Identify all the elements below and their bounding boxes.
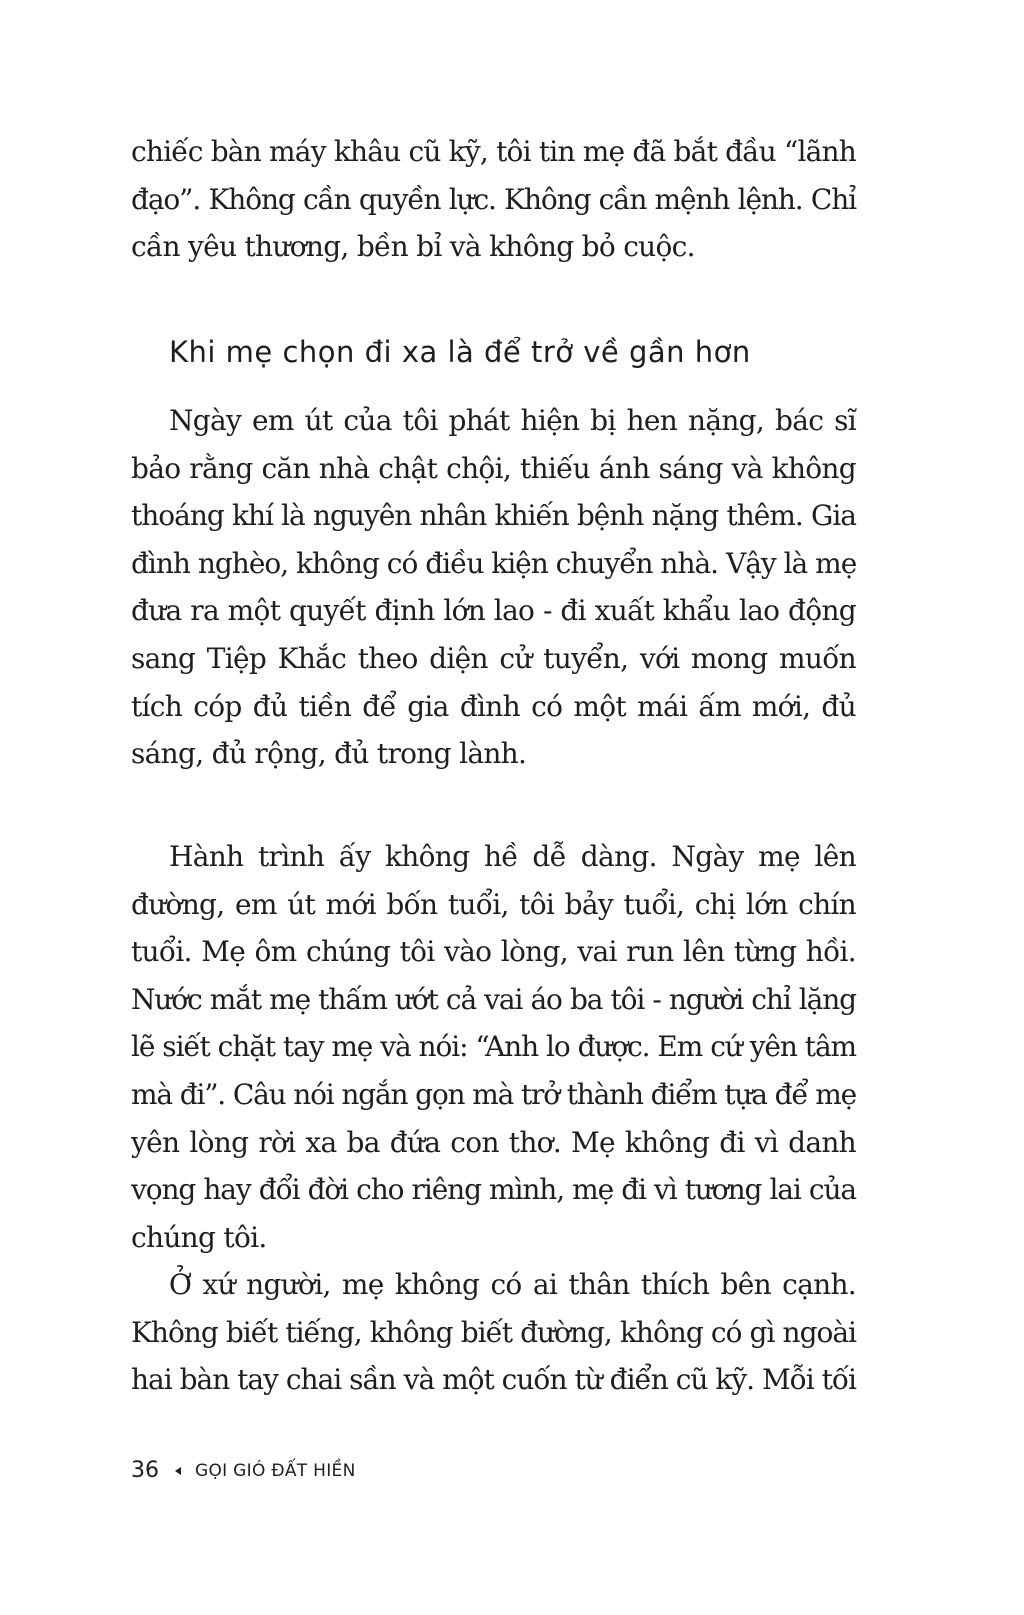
text-line: bảo rằng căn nhà chật chội, thiếu ánh sáng và không (131, 451, 856, 485)
text-line: lẽ siết chặt tay mẹ và nói: “Anh lo được. Em cứ yên tâm (131, 1030, 856, 1064)
text-line: chiếc bàn máy khâu cũ kỹ, tôi tin mẹ đã bắt đầu “lãnh (131, 135, 856, 168)
paragraph-2 (131, 397, 856, 778)
page-footer (131, 1458, 356, 1483)
text-line: vọng hay đổi đời cho riêng mình, mẹ đi vì tương lai của (131, 1173, 856, 1207)
text-line: mà đi”. Câu nói ngắn gọn mà trở thành điểm tựa để mẹ (131, 1077, 856, 1111)
text-line: Ở xứ người, mẹ không có ai thân thích bên cạnh. (169, 1268, 856, 1301)
triangle-bullet-icon (175, 1467, 181, 1475)
paragraph-4 (131, 1261, 856, 1404)
text-line: chúng tôi. (131, 1220, 267, 1254)
text-line: Ngày em út của tôi phát hiện bị hen nặng, bác sĩ (169, 404, 856, 437)
text-line: Không biết tiếng, không biết đường, không có gì ngoài (131, 1315, 856, 1349)
paragraph-1 (131, 128, 856, 271)
section-heading: Khi mẹ chọn đi xa là để trở về gần hơn (169, 335, 751, 369)
text-line: Hành trình ấy không hề dễ dàng. Ngày mẹ lên (169, 840, 856, 873)
text-line: đưa ra một quyết định lớn lao - đi xuất khẩu lao động (131, 594, 856, 628)
text-line: tích cóp đủ tiền để gia đình có một mái ấm mới, đủ (131, 689, 856, 723)
paragraph-3 (131, 833, 856, 1261)
text-line: tuổi. Mẹ ôm chúng tôi vào lòng, vai run lên từng hồi. (131, 935, 856, 969)
text-line: đường, em út mới bốn tuổi, tôi bảy tuổi, chị lớn chín (131, 887, 856, 921)
text-line: thoáng khí là nguyên nhân khiến bệnh nặng thêm. Gia (131, 499, 856, 533)
page-body (131, 128, 856, 271)
text-line: yên lòng rời xa ba đứa con thơ. Mẹ không đi vì danh (131, 1125, 856, 1159)
text-line: đạo”. Không cần quyền lực. Không cần mệnh lệnh. Chỉ (131, 182, 856, 216)
running-title: GỌI GIÓ ĐẤT HIỀN (195, 1460, 356, 1481)
text-line: sang Tiệp Khắc theo diện cử tuyển, với mong muốn (131, 641, 856, 675)
text-line: đình nghèo, không có điều kiện chuyển nhà. Vậy là mẹ (131, 546, 857, 580)
page-number: 36 (131, 1458, 159, 1483)
text-line: Nước mắt mẹ thấm ướt cả vai áo ba tôi - người chỉ lặng (131, 982, 856, 1016)
text-line: sáng, đủ rộng, đủ trong lành. (131, 737, 527, 771)
text-line: cần yêu thương, bền bỉ và không bỏ cuộc. (131, 230, 695, 264)
text-line: hai bàn tay chai sần và một cuốn từ điển cũ kỹ. Mỗi tối (131, 1363, 856, 1397)
